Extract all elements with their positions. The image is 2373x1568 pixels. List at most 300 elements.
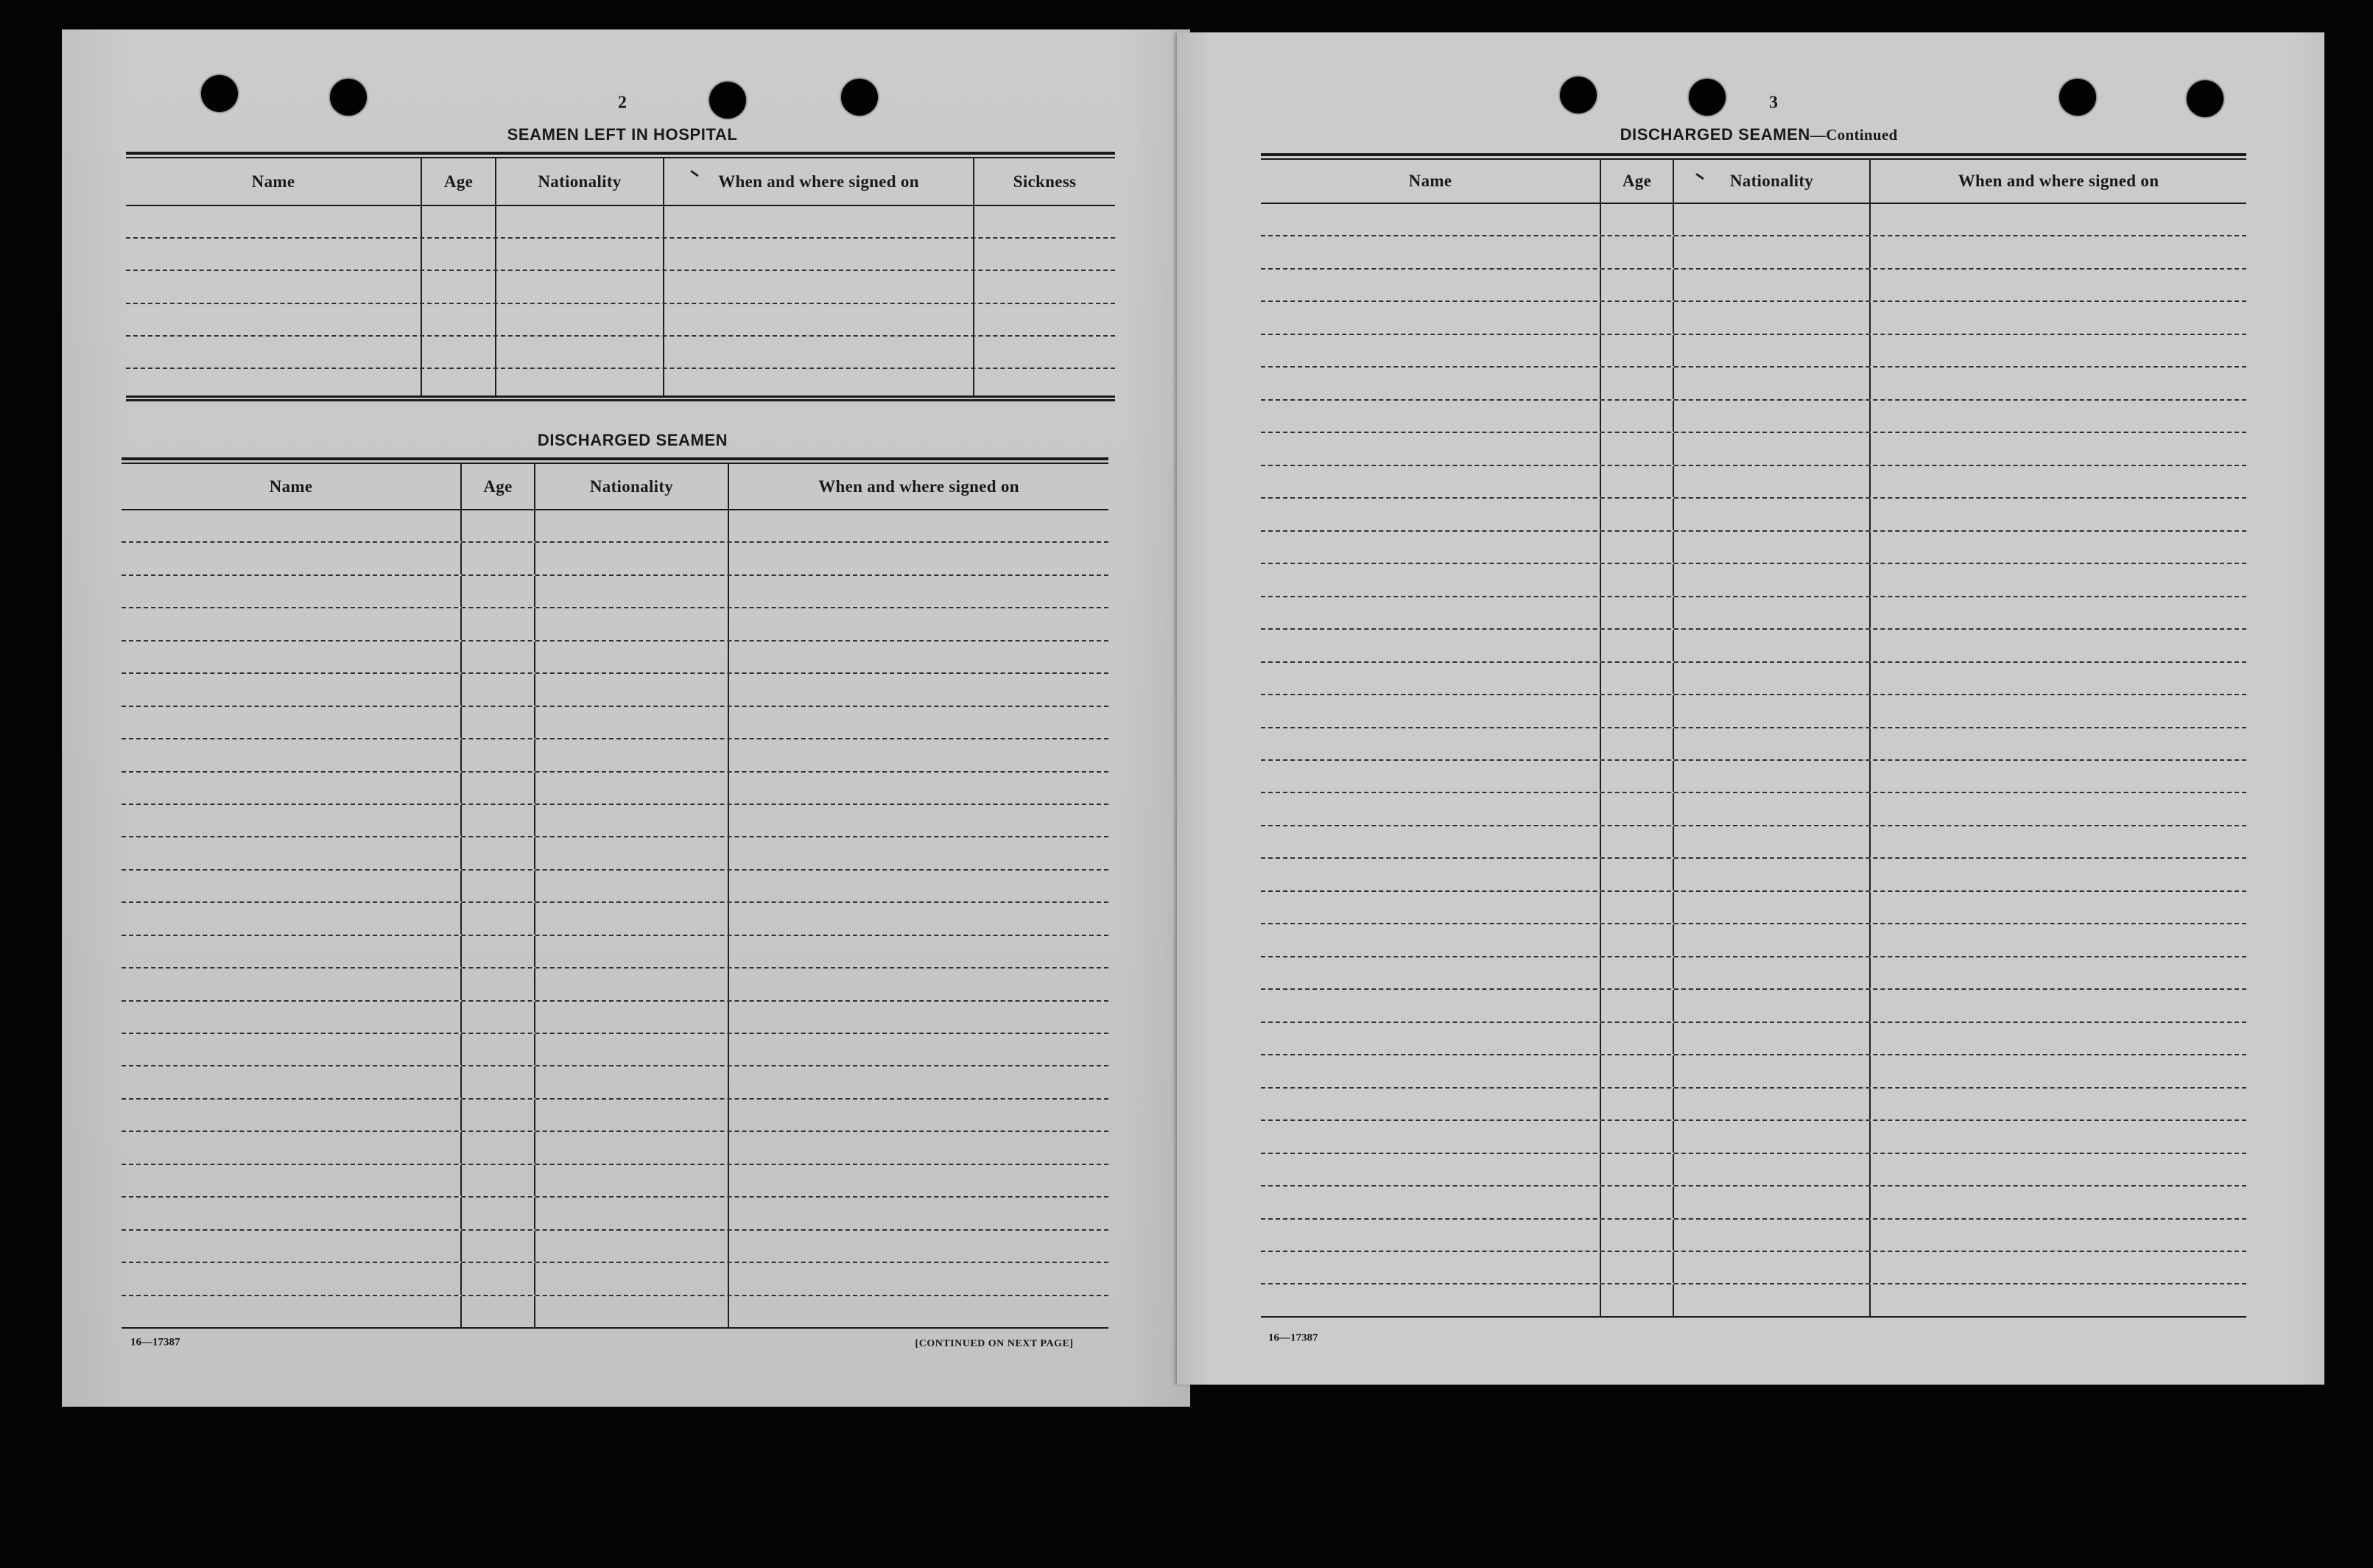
- table-cell: [1869, 859, 2246, 890]
- table-cell: [1869, 892, 2246, 923]
- table-cell: [534, 1002, 728, 1033]
- table-cell: [728, 968, 1108, 999]
- table-cell: [122, 1263, 460, 1294]
- table-cell: [973, 239, 1115, 270]
- table-cell: [1261, 990, 1600, 1021]
- table-cell: [460, 805, 534, 836]
- table-cell: [122, 1296, 460, 1327]
- table-cell: [1600, 1055, 1673, 1086]
- table-cell: [534, 1165, 728, 1196]
- table-row: [1261, 204, 2246, 236]
- table-cell: [1869, 728, 2246, 759]
- table-row: [126, 337, 1115, 369]
- table-cell: [1673, 728, 1869, 759]
- table-cell: [1869, 924, 2246, 955]
- table-row: [1261, 532, 2246, 564]
- table-cell: [1869, 433, 2246, 464]
- table-cell: [1673, 1154, 1869, 1185]
- table-cell: [534, 674, 728, 705]
- table-cell: [728, 805, 1108, 836]
- table-cell: [421, 369, 495, 395]
- table-cell: [1600, 1220, 1673, 1251]
- table-cell: [1600, 957, 1673, 988]
- table-cell: [534, 543, 728, 574]
- column-header-nationality: Nationality: [534, 464, 728, 509]
- table-row: [1261, 892, 2246, 924]
- table-cell: [421, 206, 495, 237]
- punch-hole: [841, 79, 878, 116]
- table-cell: [534, 1198, 728, 1228]
- table-row: [122, 837, 1108, 870]
- table-cell: [728, 641, 1108, 672]
- table-cell: [534, 773, 728, 804]
- table-cell: [1673, 466, 1869, 497]
- table-cell: [1600, 990, 1673, 1021]
- table-row: [1261, 236, 2246, 269]
- table-cell: [1673, 204, 1869, 235]
- table-cell: [728, 1100, 1108, 1131]
- table-cell: [534, 641, 728, 672]
- table-cell: [1261, 1154, 1600, 1185]
- column-header-signed-on: When and where signed on: [1869, 160, 2246, 203]
- table-cell: [1600, 793, 1673, 824]
- table-cell: [728, 1165, 1108, 1196]
- table-row: [126, 271, 1115, 303]
- table-cell: [1600, 761, 1673, 792]
- table-cell: [1673, 892, 1869, 923]
- table-row: [1261, 859, 2246, 891]
- table-row: [122, 674, 1108, 706]
- table-cell: [728, 510, 1108, 541]
- table-cell: [1869, 1220, 2246, 1251]
- table-cell: [534, 1263, 728, 1294]
- table-cell: [460, 936, 534, 967]
- column-header-name: Name: [1408, 172, 1452, 190]
- table-row: [122, 1263, 1108, 1295]
- table-header: [126, 158, 1115, 206]
- table-row: [122, 1198, 1108, 1230]
- table-row: [1261, 663, 2246, 695]
- table-cell: [1600, 597, 1673, 628]
- table-row: [1261, 466, 2246, 499]
- table-cell: [1261, 924, 1600, 955]
- table-cell: [1600, 663, 1673, 694]
- table-cell: [460, 608, 534, 639]
- table-row: [122, 510, 1108, 543]
- table-cell: [1869, 1121, 2246, 1152]
- table-row: [122, 543, 1108, 575]
- table-row: [122, 1132, 1108, 1164]
- table-cell: [1261, 302, 1600, 333]
- table-cell: [1869, 302, 2246, 333]
- table-row: [1261, 957, 2246, 990]
- table-row: [122, 1296, 1108, 1329]
- table-row: [1261, 1023, 2246, 1055]
- table-cell: [1600, 335, 1673, 366]
- table-cell: [122, 1002, 460, 1033]
- table-cell: [534, 510, 728, 541]
- table-cell: [122, 1132, 460, 1163]
- table-cell: [1673, 1284, 1869, 1315]
- table-cell: [122, 1198, 460, 1228]
- table-row: [122, 1002, 1108, 1034]
- column-header-age: Age: [460, 464, 534, 509]
- table-cell: [1261, 204, 1600, 235]
- table-cell: [460, 837, 534, 868]
- column-header-signed-on: When and where signed on: [728, 464, 1108, 509]
- table-row: [122, 968, 1108, 1001]
- table-cell: [1869, 1154, 2246, 1185]
- table-cell: [663, 369, 973, 395]
- table-cell: [460, 707, 534, 738]
- table-cell: [122, 674, 460, 705]
- table-cell: [495, 271, 663, 302]
- table-cell: [663, 304, 973, 335]
- table-cell: [1869, 695, 2246, 726]
- table-cell: [1869, 532, 2246, 563]
- table-cell: [495, 206, 663, 237]
- table-cell: [1261, 1220, 1600, 1251]
- table-row: [122, 576, 1108, 608]
- table-row: [1261, 1252, 2246, 1284]
- punch-hole: [330, 79, 367, 116]
- table-cell: [1600, 859, 1673, 890]
- table-cell: [1600, 204, 1673, 235]
- discharged-section-title: DISCHARGED SEAMEN: [537, 431, 728, 449]
- table-cell: [460, 543, 534, 574]
- table-cell: [1673, 1220, 1869, 1251]
- table-cell: [728, 903, 1108, 934]
- table-cell: [728, 543, 1108, 574]
- table-row: [1261, 761, 2246, 793]
- table-row: [122, 739, 1108, 772]
- table-cell: [534, 871, 728, 901]
- table-cell: [1261, 663, 1600, 694]
- table-cell: [534, 1231, 728, 1262]
- table-cell: [1261, 859, 1600, 890]
- table-cell: [1673, 368, 1869, 398]
- table-cell: [1673, 1055, 1869, 1086]
- table-cell: [1261, 1089, 1600, 1119]
- table-cell: [1673, 826, 1869, 857]
- table-cell: [1600, 401, 1673, 432]
- table-row: [1261, 564, 2246, 597]
- table-top-rule: [126, 152, 1115, 158]
- table-cell: [973, 206, 1115, 237]
- table-cell: [1673, 270, 1869, 300]
- table-cell: [1673, 499, 1869, 530]
- table-cell: [1261, 532, 1600, 563]
- table-cell: [1600, 564, 1673, 595]
- table-cell: [126, 369, 421, 395]
- table-cell: [1869, 761, 2246, 792]
- table-cell: [534, 1034, 728, 1065]
- table-cell: [728, 608, 1108, 639]
- table-cell: [534, 968, 728, 999]
- table-cell: [663, 239, 973, 270]
- table-cell: [126, 304, 421, 335]
- table-cell: [1261, 1284, 1600, 1315]
- table-cell: [1869, 826, 2246, 857]
- table-cell: [1261, 957, 1600, 988]
- table-cell: [534, 805, 728, 836]
- table-row: [1261, 1186, 2246, 1219]
- table-cell: [495, 304, 663, 335]
- table-row: [122, 1165, 1108, 1198]
- table-cell: [1673, 564, 1869, 595]
- table-cell: [1673, 957, 1869, 988]
- table-cell: [1261, 793, 1600, 824]
- table-cell: [1673, 532, 1869, 563]
- column-header-signed-on: When and where signed on: [663, 158, 973, 205]
- punch-hole: [1689, 79, 1726, 116]
- table-row: [1261, 433, 2246, 465]
- discharged-continued-title: [1620, 125, 1898, 144]
- table-cell: [534, 739, 728, 770]
- table-row: [1261, 499, 2246, 531]
- table-cell: [495, 239, 663, 270]
- table-row: [1261, 597, 2246, 630]
- table-cell: [1673, 302, 1869, 333]
- table-header: [122, 464, 1108, 510]
- table-cell: [1600, 368, 1673, 398]
- column-header-sickness: Sickness: [973, 158, 1115, 205]
- table-cell: [1869, 1023, 2246, 1054]
- table-cell: [421, 337, 495, 368]
- table-cell: [534, 1296, 728, 1327]
- table-cell: [1261, 597, 1600, 628]
- table-cell: [1261, 892, 1600, 923]
- table-cell: [1600, 270, 1673, 300]
- table-cell: [122, 739, 460, 770]
- table-cell: [1869, 663, 2246, 694]
- table-row: [1261, 630, 2246, 662]
- table-cell: [728, 707, 1108, 738]
- table-cell: [534, 707, 728, 738]
- table-cell: [1869, 499, 2246, 530]
- table-cell: [1869, 1252, 2246, 1283]
- table-cell: [728, 674, 1108, 705]
- column-header-name: Name: [269, 477, 313, 496]
- table-cell: [460, 739, 534, 770]
- table-cell: [122, 1034, 460, 1065]
- table-cell: [1261, 826, 1600, 857]
- table-cell: [728, 871, 1108, 901]
- punch-hole: [1560, 77, 1597, 113]
- table-cell: [460, 1066, 534, 1097]
- table-cell: [973, 304, 1115, 335]
- table-cell: [728, 1066, 1108, 1097]
- table-cell: [1673, 761, 1869, 792]
- table-cell: [122, 608, 460, 639]
- right-page: [1177, 32, 2324, 1385]
- table-cell: [122, 543, 460, 574]
- table-cell: [1600, 1252, 1673, 1283]
- table-cell: [460, 773, 534, 804]
- table-row: [122, 1100, 1108, 1132]
- table-row: [122, 871, 1108, 903]
- table-row: [126, 369, 1115, 401]
- table-cell: [126, 239, 421, 270]
- page-number: 2: [618, 93, 627, 113]
- discharged-table: [122, 457, 1108, 1329]
- table-row: [1261, 401, 2246, 433]
- table-cell: [534, 1100, 728, 1131]
- column-header-nationality: Nationality: [1673, 160, 1869, 203]
- table-cell: [728, 1002, 1108, 1033]
- table-cell: [728, 936, 1108, 967]
- table-row: [1261, 1089, 2246, 1121]
- page-number: 3: [1769, 93, 1778, 113]
- hospital-section-title: SEAMEN LEFT IN HOSPITAL: [507, 125, 738, 144]
- table-cell: [663, 337, 973, 368]
- table-cell: [1600, 1154, 1673, 1185]
- table-cell: [1261, 335, 1600, 366]
- table-cell: [1261, 1023, 1600, 1054]
- table-cell: [1673, 1252, 1869, 1283]
- table-row: [122, 707, 1108, 739]
- table-cell: [1869, 990, 2246, 1021]
- table-cell: [1869, 270, 2246, 300]
- table-cell: [126, 206, 421, 237]
- table-top-rule: [1261, 153, 2246, 160]
- table-row: [122, 903, 1108, 935]
- table-cell: [1673, 401, 1869, 432]
- table-cell: [122, 936, 460, 967]
- table-cell: [1261, 270, 1600, 300]
- table-cell: [1869, 466, 2246, 497]
- table-cell: [1600, 728, 1673, 759]
- table-cell: [534, 608, 728, 639]
- form-number: 16—17387: [130, 1336, 180, 1349]
- table-cell: [1261, 630, 1600, 661]
- table-cell: [1261, 499, 1600, 530]
- table-cell: [122, 510, 460, 541]
- table-cell: [122, 805, 460, 836]
- table-cell: [1869, 335, 2246, 366]
- table-cell: [1869, 630, 2246, 661]
- table-cell: [460, 576, 534, 607]
- table-cell: [534, 1066, 728, 1097]
- table-cell: [1673, 695, 1869, 726]
- table-row: [1261, 270, 2246, 302]
- table-cell: [1673, 433, 1869, 464]
- table-cell: [460, 903, 534, 934]
- form-number: 16—17387: [1268, 1332, 1318, 1344]
- table-cell: [1673, 630, 1869, 661]
- table-cell: [460, 1132, 534, 1163]
- table-cell: [1869, 597, 2246, 628]
- table-cell: [1261, 433, 1600, 464]
- table-row: [122, 936, 1108, 968]
- table-cell: [122, 871, 460, 901]
- table-cell: [1673, 236, 1869, 267]
- discharged-continued-table: [1261, 153, 2246, 1318]
- table-row: [1261, 302, 2246, 334]
- table-cell: [1673, 335, 1869, 366]
- table-row: [122, 773, 1108, 805]
- table-cell: [1600, 466, 1673, 497]
- table-row: [126, 239, 1115, 271]
- table-cell: [1600, 1023, 1673, 1054]
- table-cell: [1673, 663, 1869, 694]
- table-cell: [1261, 368, 1600, 398]
- punch-hole: [709, 82, 746, 119]
- table-cell: [728, 576, 1108, 607]
- table-cell: [1600, 630, 1673, 661]
- table-cell: [1869, 1186, 2246, 1217]
- table-cell: [1600, 1089, 1673, 1119]
- table-cell: [1869, 401, 2246, 432]
- table-cell: [1600, 1121, 1673, 1152]
- table-cell: [1869, 204, 2246, 235]
- table-cell: [1600, 499, 1673, 530]
- table-cell: [1673, 1121, 1869, 1152]
- table-cell: [122, 576, 460, 607]
- table-row: [1261, 924, 2246, 957]
- table-cell: [973, 369, 1115, 395]
- table-header: [1261, 160, 2246, 204]
- punch-hole: [2059, 79, 2096, 116]
- table-cell: [1869, 368, 2246, 398]
- table-cell: [1261, 466, 1600, 497]
- table-cell: [460, 968, 534, 999]
- table-cell: [1673, 793, 1869, 824]
- table-cell: [973, 337, 1115, 368]
- table-cell: [728, 1198, 1108, 1228]
- table-cell: [728, 1296, 1108, 1327]
- table-cell: [1261, 1252, 1600, 1283]
- table-cell: [122, 903, 460, 934]
- table-cell: [1261, 761, 1600, 792]
- table-row: [1261, 1121, 2246, 1153]
- table-cell: [495, 369, 663, 395]
- table-row: [1261, 990, 2246, 1022]
- table-cell: [1261, 1186, 1600, 1217]
- table-cell: [122, 773, 460, 804]
- table-row: [1261, 826, 2246, 859]
- table-cell: [728, 1132, 1108, 1163]
- table-row: [122, 1066, 1108, 1099]
- table-cell: [1673, 1023, 1869, 1054]
- table-row: [126, 206, 1115, 239]
- table-cell: [728, 1231, 1108, 1262]
- table-cell: [663, 206, 973, 237]
- table-row: [1261, 1220, 2246, 1252]
- table-row: [122, 608, 1108, 641]
- table-row: [122, 641, 1108, 674]
- table-cell: [460, 1034, 534, 1065]
- table-cell: [495, 337, 663, 368]
- table-row: [1261, 1154, 2246, 1186]
- table-row: [126, 304, 1115, 337]
- table-cell: [1869, 1089, 2246, 1119]
- table-cell: [534, 837, 728, 868]
- table-cell: [1869, 957, 2246, 988]
- table-cell: [460, 510, 534, 541]
- section-title-suffix: —Continued: [1810, 126, 1898, 144]
- table-cell: [460, 871, 534, 901]
- table-cell: [460, 1263, 534, 1294]
- table-row: [122, 1231, 1108, 1263]
- table-cell: [421, 304, 495, 335]
- table-cell: [122, 968, 460, 999]
- table-cell: [1600, 302, 1673, 333]
- table-cell: [126, 337, 421, 368]
- table-cell: [460, 1002, 534, 1033]
- column-header-age: Age: [421, 158, 495, 205]
- table-cell: [534, 903, 728, 934]
